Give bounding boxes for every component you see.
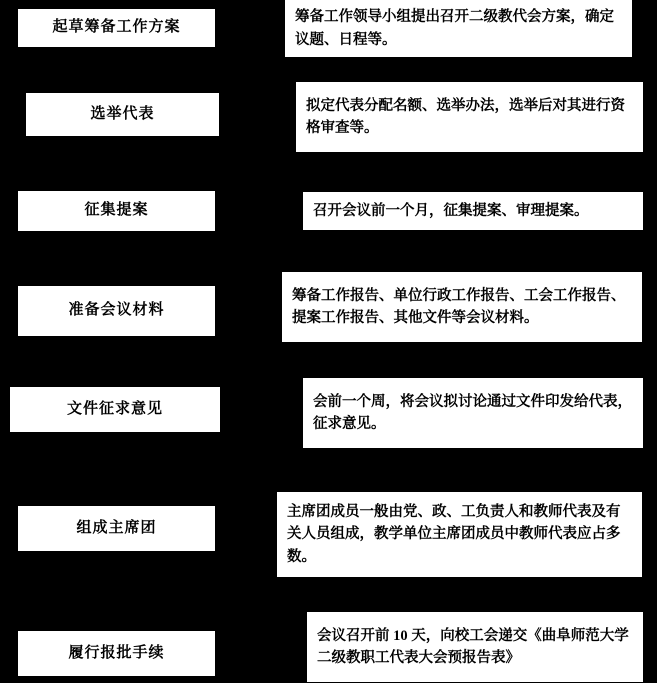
- step-description-box: [303, 378, 643, 448]
- step-box: [17, 8, 216, 48]
- step-label: 选举代表: [90, 105, 155, 122]
- step-description: 筹备工作报告、单位行政工作报告、工会工作报告、提案工作报告、其他文件等会议材料。: [292, 287, 626, 326]
- step-label: 组成主席团: [76, 519, 157, 536]
- step-label: 文件征求意见: [66, 400, 163, 417]
- step-description: 会前一个周，将会议拟讨论通过文件印发给代表，征求意见。: [313, 393, 632, 432]
- step-description: 会议召开前 10 天，向校工会递交《曲阜师范大学二级教职工代表大会预报告表》: [317, 627, 629, 666]
- step-label: 准备会议材料: [68, 302, 165, 319]
- step-description: 拟定代表分配名额、选举办法，选举后对其进行资格审查等。: [306, 97, 625, 136]
- step-label: 起草筹备工作方案: [52, 19, 181, 36]
- step-box: [9, 386, 221, 433]
- step-label: 征集提案: [84, 202, 149, 219]
- step-box: [17, 505, 216, 552]
- step-description-box: [296, 82, 643, 152]
- step-description-box: [277, 492, 642, 577]
- step-box: [17, 630, 216, 677]
- step-description: 召开会议前一个月，征集提案、审理提案。: [313, 202, 589, 219]
- step-label: 履行报批手续: [68, 644, 165, 661]
- step-description-box: [307, 612, 643, 682]
- step-description: 主席团成员一般由党、政、工负责人和教师代表及有关人员组成，教学单位主席团成员中教师代表应占多数。: [287, 503, 621, 565]
- step-description-box: [282, 272, 642, 342]
- step-description-box: [285, 0, 632, 57]
- step-box: [17, 285, 216, 337]
- step-description-box: [303, 192, 643, 230]
- step-box: [17, 190, 216, 232]
- step-description: 筹备工作领导小组提出召开二级教代会方案，确定议题、日程等。: [295, 9, 614, 48]
- step-box: [25, 92, 220, 137]
